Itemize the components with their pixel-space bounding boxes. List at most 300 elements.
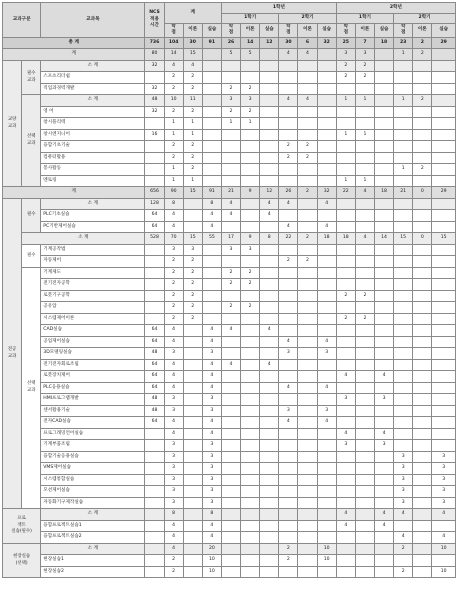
value-cell (413, 83, 432, 95)
value-cell: 4 (202, 532, 221, 544)
value-cell (260, 164, 279, 176)
value-cell (279, 474, 298, 486)
value-cell (317, 49, 336, 61)
value-cell: 10 (202, 566, 221, 578)
value-cell (413, 520, 432, 532)
value-cell: 3 (336, 440, 355, 452)
subject-row (3, 267, 456, 279)
value-cell: 2 (183, 267, 202, 279)
value-cell (413, 279, 432, 291)
value-cell (432, 290, 456, 302)
value-cell (375, 129, 394, 141)
value-cell: 15 (432, 233, 456, 245)
value-cell: 4 (164, 60, 183, 72)
value-cell (298, 497, 317, 509)
value-cell: 30 (279, 37, 298, 49)
value-cell (355, 302, 374, 314)
value-cell: 1 (355, 129, 374, 141)
value-cell (375, 417, 394, 429)
subject-cell: 시스템통합실습 (41, 474, 145, 486)
value-cell (413, 532, 432, 544)
value-cell (183, 198, 202, 210)
value-cell (355, 405, 374, 417)
subject-cell: 공업제어실습 (41, 336, 145, 348)
value-cell (221, 394, 240, 406)
value-cell (432, 394, 456, 406)
value-cell (298, 520, 317, 532)
value-cell (145, 267, 164, 279)
value-cell (260, 256, 279, 268)
value-cell (317, 474, 336, 486)
value-cell (355, 566, 374, 578)
subject-cell: 융합프로젝트실습1 (41, 520, 145, 532)
value-cell: 3 (164, 440, 183, 452)
value-cell (145, 141, 164, 153)
value-cell: 32 (317, 187, 336, 199)
subject-row (3, 221, 456, 233)
value-cell (317, 497, 336, 509)
value-cell (260, 106, 279, 118)
value-cell (375, 164, 394, 176)
value-cell: 4 (298, 49, 317, 61)
value-cell (355, 336, 374, 348)
value-cell (298, 118, 317, 130)
value-cell (394, 256, 413, 268)
value-cell: 1 (336, 129, 355, 141)
value-cell (260, 290, 279, 302)
value-cell (279, 175, 298, 187)
value-cell (279, 440, 298, 452)
row-label: 소 계 (41, 60, 145, 72)
value-cell (260, 451, 279, 463)
value-cell: 2 (413, 95, 432, 107)
value-cell (298, 555, 317, 567)
value-cell (279, 129, 298, 141)
value-cell (413, 405, 432, 417)
value-cell (432, 555, 456, 567)
value-cell (298, 474, 317, 486)
value-cell (221, 382, 240, 394)
value-cell (260, 532, 279, 544)
value-cell (202, 129, 221, 141)
value-cell: 3 (432, 497, 456, 509)
value-cell (260, 440, 279, 452)
value-cell: 3 (279, 348, 298, 360)
value-cell (279, 83, 298, 95)
value-cell (413, 175, 432, 187)
value-cell (260, 152, 279, 164)
subject-cell: 영 어 (41, 106, 145, 118)
value-cell (317, 428, 336, 440)
subject-row (3, 83, 456, 95)
value-cell (432, 279, 456, 291)
value-cell (241, 141, 260, 153)
value-cell: 2 (336, 60, 355, 72)
value-cell (413, 290, 432, 302)
value-cell: 91 (202, 187, 221, 199)
value-cell: 55 (202, 233, 221, 245)
subject-cell: PLC응용실습 (41, 382, 145, 394)
subject-row (3, 463, 456, 475)
value-cell (394, 405, 413, 417)
value-cell (241, 555, 260, 567)
value-cell (375, 118, 394, 130)
value-cell (355, 325, 374, 337)
value-cell (145, 486, 164, 498)
value-cell (375, 221, 394, 233)
value-cell (183, 463, 202, 475)
subject-cell: 전자CAD실습 (41, 417, 145, 429)
value-cell (375, 463, 394, 475)
value-cell (375, 313, 394, 325)
value-cell (413, 451, 432, 463)
value-cell (221, 348, 240, 360)
value-cell: 3 (164, 244, 183, 256)
value-cell: 2 (164, 152, 183, 164)
value-cell (260, 405, 279, 417)
value-cell (317, 106, 336, 118)
value-cell (145, 451, 164, 463)
value-cell (221, 313, 240, 325)
value-cell (394, 221, 413, 233)
value-cell (241, 371, 260, 383)
subject-row (3, 244, 456, 256)
value-cell (183, 532, 202, 544)
value-cell (394, 60, 413, 72)
value-cell: 18 (317, 233, 336, 245)
header-hak: 학 점 (336, 24, 355, 38)
value-cell: 1 (394, 95, 413, 107)
value-cell (298, 532, 317, 544)
value-cell (413, 221, 432, 233)
value-cell: 3 (202, 394, 221, 406)
value-cell (375, 175, 394, 187)
value-cell: 64 (145, 371, 164, 383)
value-cell: 2 (355, 72, 374, 84)
value-cell: 15 (183, 49, 202, 61)
value-cell: 2 (413, 49, 432, 61)
value-cell (279, 302, 298, 314)
value-cell: 3 (164, 474, 183, 486)
value-cell: 3 (375, 394, 394, 406)
value-cell (432, 359, 456, 371)
value-cell (317, 302, 336, 314)
value-cell (413, 463, 432, 475)
value-cell (221, 72, 240, 84)
value-cell (355, 428, 374, 440)
value-cell (260, 474, 279, 486)
value-cell: 15 (183, 187, 202, 199)
value-cell (202, 95, 221, 107)
value-cell (355, 451, 374, 463)
value-cell: 4 (164, 359, 183, 371)
value-cell (145, 555, 164, 567)
value-cell: 4 (260, 198, 279, 210)
value-cell (375, 290, 394, 302)
value-cell (317, 118, 336, 130)
value-cell (413, 244, 432, 256)
value-cell (260, 382, 279, 394)
value-cell (202, 60, 221, 72)
subject-cell: 자동제어 (41, 256, 145, 268)
value-cell: 10 (164, 95, 183, 107)
value-cell (355, 198, 374, 210)
value-cell (241, 60, 260, 72)
value-cell (394, 359, 413, 371)
value-cell (413, 486, 432, 498)
value-cell: 2 (355, 313, 374, 325)
value-cell: 2 (183, 290, 202, 302)
value-cell: 2 (164, 256, 183, 268)
value-cell (317, 359, 336, 371)
value-cell: 2 (183, 164, 202, 176)
value-cell (336, 210, 355, 222)
area-cell: 프로 젝트 실습(필수) (3, 509, 41, 544)
value-cell (432, 95, 456, 107)
value-cell: 2 (183, 256, 202, 268)
subtotal-row (3, 509, 456, 521)
value-cell: 2 (164, 313, 183, 325)
value-cell (394, 428, 413, 440)
value-cell (394, 83, 413, 95)
value-cell: 10 (317, 555, 336, 567)
value-cell (336, 221, 355, 233)
row-label: 계 (3, 49, 145, 61)
header-practice: 실습 (375, 24, 394, 38)
value-cell: 4 (375, 428, 394, 440)
value-cell: 1 (355, 95, 374, 107)
value-cell (375, 359, 394, 371)
value-cell: 3 (202, 497, 221, 509)
value-cell: 4 (202, 336, 221, 348)
value-cell: 2 (164, 141, 183, 153)
value-cell (432, 302, 456, 314)
value-cell: 4 (279, 382, 298, 394)
value-cell (298, 359, 317, 371)
value-cell (432, 83, 456, 95)
value-cell (355, 371, 374, 383)
value-cell (413, 325, 432, 337)
row-label: 계 (3, 187, 145, 199)
value-cell: 10 (317, 543, 336, 555)
value-cell (145, 566, 164, 578)
value-cell: 4 (375, 371, 394, 383)
value-cell (221, 129, 240, 141)
subject-cell: 로봇장치제어 (41, 371, 145, 383)
value-cell: 4 (279, 221, 298, 233)
subject-row (3, 325, 456, 337)
value-cell (394, 129, 413, 141)
value-cell: 9 (241, 187, 260, 199)
header-theory: 이론 (413, 24, 432, 38)
value-cell (375, 141, 394, 153)
value-cell (298, 543, 317, 555)
value-cell (375, 302, 394, 314)
value-cell (413, 348, 432, 360)
subject-cell: 기계부품조립 (41, 440, 145, 452)
value-cell: 4 (394, 509, 413, 521)
value-cell (375, 279, 394, 291)
value-cell: 14 (241, 37, 260, 49)
value-cell (375, 348, 394, 360)
value-cell (183, 428, 202, 440)
subject-cell: 융합기초기술 (41, 141, 145, 153)
value-cell (413, 509, 432, 521)
value-cell (355, 210, 374, 222)
header-theory: 이론 (355, 24, 374, 38)
value-cell (394, 313, 413, 325)
value-cell (298, 221, 317, 233)
value-cell (279, 451, 298, 463)
value-cell (241, 348, 260, 360)
value-cell (183, 486, 202, 498)
value-cell (375, 244, 394, 256)
value-cell (145, 256, 164, 268)
value-cell (355, 152, 374, 164)
value-cell (221, 532, 240, 544)
value-cell (221, 543, 240, 555)
value-cell (394, 210, 413, 222)
value-cell (202, 267, 221, 279)
subject-cell: 자동화기구제작실습 (41, 497, 145, 509)
value-cell (241, 290, 260, 302)
value-cell (298, 198, 317, 210)
value-cell (375, 497, 394, 509)
value-cell (317, 325, 336, 337)
value-cell (221, 520, 240, 532)
group-cell: 필수 (22, 198, 41, 233)
value-cell: 11 (183, 95, 202, 107)
value-cell (394, 141, 413, 153)
value-cell (432, 348, 456, 360)
subject-cell: HMI프로그램개발 (41, 394, 145, 406)
value-cell (317, 72, 336, 84)
value-cell (145, 302, 164, 314)
value-cell: 4 (202, 371, 221, 383)
subject-row (3, 290, 456, 302)
value-cell (394, 382, 413, 394)
subject-cell: 공유압 (41, 302, 145, 314)
value-cell (298, 325, 317, 337)
value-cell (221, 371, 240, 383)
value-cell (145, 428, 164, 440)
value-cell (432, 371, 456, 383)
value-cell: 2 (279, 543, 298, 555)
value-cell: 3 (183, 244, 202, 256)
value-cell (317, 463, 336, 475)
value-cell: 3 (221, 95, 240, 107)
value-cell (260, 313, 279, 325)
value-cell (336, 463, 355, 475)
value-cell: 4 (336, 371, 355, 383)
value-cell (241, 463, 260, 475)
value-cell (317, 60, 336, 72)
value-cell: 1 (221, 118, 240, 130)
value-cell (221, 417, 240, 429)
value-cell: 2 (183, 302, 202, 314)
value-cell (279, 428, 298, 440)
subject-row (3, 359, 456, 371)
value-cell: 29 (432, 187, 456, 199)
value-cell (260, 566, 279, 578)
value-cell (413, 382, 432, 394)
subject-cell: 3D모델링실습 (41, 348, 145, 360)
value-cell (260, 463, 279, 475)
value-cell: 4 (202, 210, 221, 222)
value-cell: 48 (145, 405, 164, 417)
value-cell (145, 474, 164, 486)
value-cell (202, 175, 221, 187)
value-cell (260, 417, 279, 429)
value-cell: 2 (279, 152, 298, 164)
value-cell (221, 336, 240, 348)
value-cell (355, 497, 374, 509)
value-cell (375, 95, 394, 107)
value-cell (432, 440, 456, 452)
value-cell (260, 95, 279, 107)
subject-row (3, 497, 456, 509)
value-cell (279, 60, 298, 72)
value-cell (260, 555, 279, 567)
value-cell (336, 279, 355, 291)
value-cell (221, 60, 240, 72)
value-cell (260, 371, 279, 383)
value-cell (355, 474, 374, 486)
value-cell (279, 279, 298, 291)
value-cell (355, 520, 374, 532)
header-practice: 실습 (317, 24, 336, 38)
value-cell (183, 566, 202, 578)
value-cell (298, 267, 317, 279)
value-cell (413, 256, 432, 268)
value-cell (394, 279, 413, 291)
value-cell (183, 359, 202, 371)
value-cell: 12 (260, 37, 279, 49)
subject-cell: 창시엔지니어 (41, 129, 145, 141)
value-cell: 2 (164, 106, 183, 118)
value-cell (279, 313, 298, 325)
value-cell (298, 348, 317, 360)
value-cell (394, 175, 413, 187)
value-cell: 4 (279, 49, 298, 61)
value-cell (432, 175, 456, 187)
value-cell (317, 129, 336, 141)
value-cell (241, 451, 260, 463)
value-cell: 4 (202, 417, 221, 429)
value-cell: 2 (298, 152, 317, 164)
value-cell (413, 440, 432, 452)
value-cell: 4 (202, 325, 221, 337)
value-cell: 3 (202, 348, 221, 360)
value-cell (183, 348, 202, 360)
subject-cell: 전기전자공학 (41, 279, 145, 291)
value-cell: 4 (221, 359, 240, 371)
value-cell: 8 (164, 198, 183, 210)
value-cell (241, 417, 260, 429)
value-cell (241, 405, 260, 417)
value-cell (375, 486, 394, 498)
value-cell (241, 497, 260, 509)
value-cell: 1 (164, 175, 183, 187)
value-cell (298, 210, 317, 222)
value-cell (375, 382, 394, 394)
value-cell: 4 (164, 371, 183, 383)
value-cell: 2 (164, 302, 183, 314)
value-cell (260, 302, 279, 314)
value-cell: 2 (183, 72, 202, 84)
value-cell (375, 543, 394, 555)
value-cell (375, 83, 394, 95)
